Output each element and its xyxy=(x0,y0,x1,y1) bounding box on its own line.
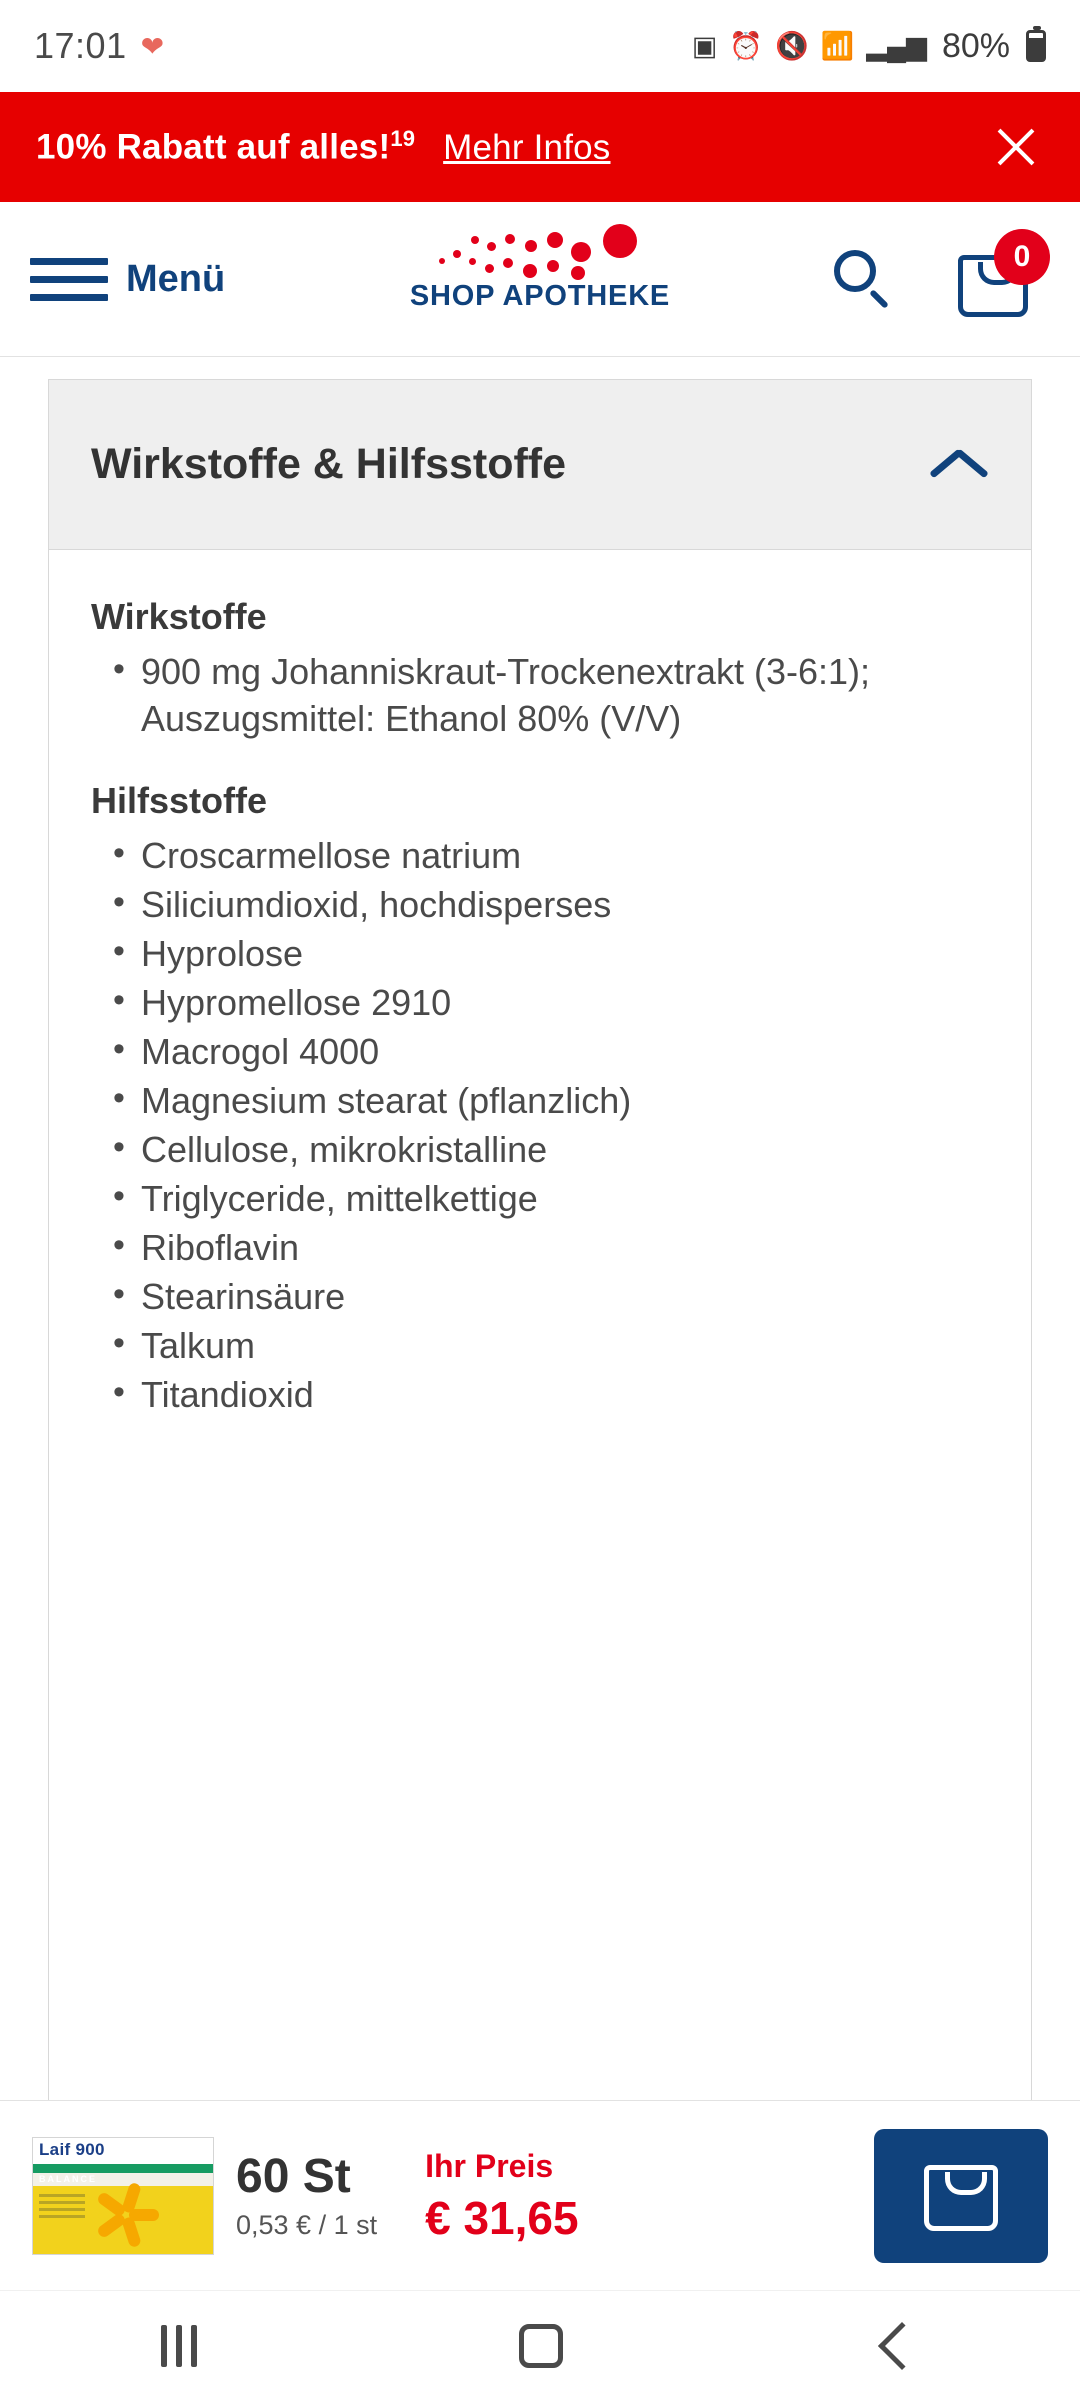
flower-icon xyxy=(89,2180,163,2250)
wirkstoffe-list xyxy=(91,648,989,742)
heart-rate-icon: ❤ xyxy=(140,30,165,62)
quantity-label: 60 St xyxy=(236,2150,351,2203)
promo-banner xyxy=(0,92,1080,202)
status-left xyxy=(34,25,164,67)
list-item: • Magnesium stearat (pflanzlich) xyxy=(91,1077,989,1124)
list-item: • Riboflavin xyxy=(91,1224,989,1271)
price-value: € 31,65 xyxy=(425,2191,579,2244)
back-icon[interactable] xyxy=(878,2321,926,2369)
list-item: • Titandioxid xyxy=(91,1371,989,1418)
product-brand-label: Laif 900 xyxy=(39,2139,105,2159)
main-content xyxy=(0,357,1080,2100)
status-right xyxy=(692,27,1046,66)
cart-button[interactable] xyxy=(954,241,1032,317)
ingredients-panel-header[interactable] xyxy=(49,380,1031,550)
list-item: • Hypromellose 2910 xyxy=(91,979,989,1026)
promo-more-info-link[interactable]: Mehr Infos xyxy=(443,127,611,167)
chevron-up-icon[interactable] xyxy=(929,448,989,482)
android-nav-bar xyxy=(0,2290,1080,2400)
menu-button[interactable] xyxy=(30,258,225,301)
product-subbrand-label: BALANCE xyxy=(39,2173,97,2184)
list-item: • Siliciumdioxid, hochdisperses xyxy=(91,881,989,928)
hilfsstoffe-heading: Hilfsstoffe xyxy=(91,780,268,821)
shopping-bag-icon xyxy=(924,2165,998,2231)
sticky-buy-bar xyxy=(0,2100,1080,2290)
ingredients-panel-body xyxy=(49,550,1031,1418)
status-bar xyxy=(0,0,1080,92)
ingredients-panel xyxy=(48,379,1032,2100)
add-to-cart-button[interactable] xyxy=(874,2129,1048,2263)
status-time: 17:01 xyxy=(34,25,127,66)
product-thumbnail[interactable] xyxy=(32,2137,214,2255)
list-item: • 900 mg Johanniskraut-Trockenextrakt (3-6:1); Auszugsmittel: Ethanol 80% (V/V) xyxy=(91,648,989,742)
cart-count-badge: 0 xyxy=(994,229,1050,285)
list-item: • Stearinsäure xyxy=(91,1273,989,1320)
screen-record-icon: ▣ xyxy=(691,30,718,61)
price-block xyxy=(399,2147,852,2245)
list-item: • Croscarmellose natrium xyxy=(91,832,989,879)
wifi-icon: 📶 xyxy=(820,30,855,61)
close-icon[interactable] xyxy=(988,119,1044,175)
list-item: • Cellulose, mikrokristalline xyxy=(91,1126,989,1173)
battery-percent: 80% xyxy=(941,26,1010,65)
quantity-block xyxy=(236,2150,377,2241)
list-item: • Macrogol 4000 xyxy=(91,1028,989,1075)
logo-dots-icon xyxy=(375,224,705,286)
alarm-icon: ⏰ xyxy=(729,30,764,61)
price-label: Ihr Preis xyxy=(425,2147,554,2184)
list-item: • Hyprolose xyxy=(91,930,989,977)
hilfsstoffe-list xyxy=(91,832,989,1418)
mute-icon: 🔇 xyxy=(775,30,809,61)
home-icon[interactable] xyxy=(519,2324,563,2368)
wirkstoffe-heading: Wirkstoffe xyxy=(91,596,267,637)
search-icon[interactable] xyxy=(832,248,894,310)
site-header xyxy=(0,202,1080,357)
unit-price-label: 0,53 € / 1 st xyxy=(236,2210,378,2240)
promo-text xyxy=(36,126,611,168)
list-item: • Triglyceride, mittelkettige xyxy=(91,1175,989,1222)
shop-apotheke-logo[interactable] xyxy=(375,224,705,313)
list-item: • Talkum xyxy=(91,1322,989,1369)
promo-footnote: 19 xyxy=(390,126,416,152)
battery-icon xyxy=(1026,30,1046,62)
logo-text: SHOP APOTHEKE xyxy=(409,280,671,312)
recent-apps-icon[interactable] xyxy=(161,2325,197,2367)
promo-message: 10% Rabatt auf alles! xyxy=(36,127,391,167)
hamburger-icon xyxy=(30,258,108,301)
menu-label: Menü xyxy=(126,257,226,300)
signal-icon: ▂▄▆ xyxy=(866,30,927,61)
panel-title: Wirkstoffe & Hilfsstoffe xyxy=(91,440,567,488)
